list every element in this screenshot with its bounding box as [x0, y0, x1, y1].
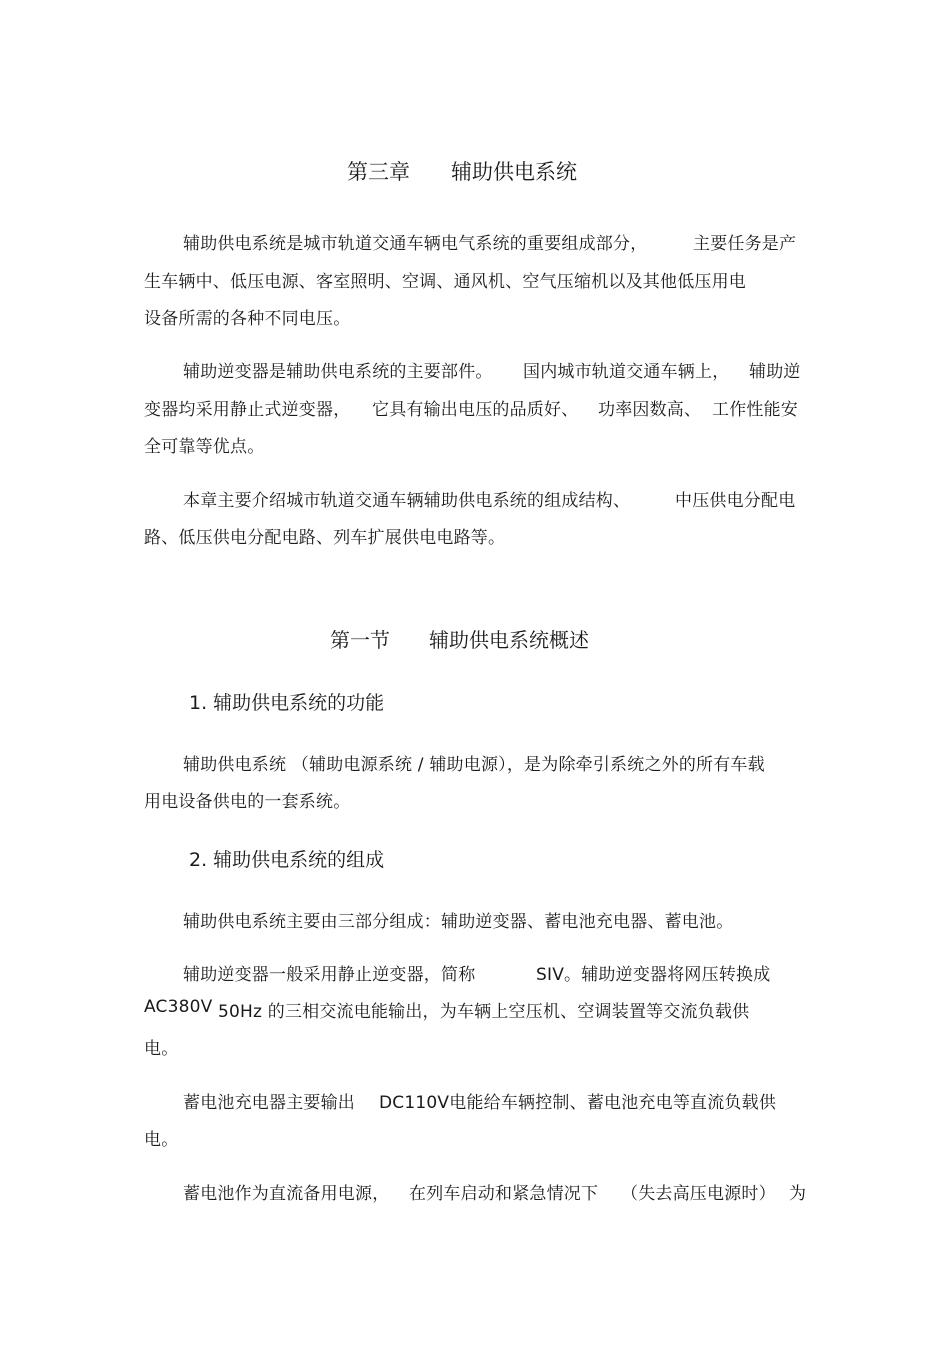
sub1-line1: 辅助供电系统 （辅助电源系统 / 辅助电源），是为除牵引系统之外的所有车载 [183, 755, 765, 775]
sub2-p2-line1b: SIV。辅助逆变器将网压转换成 [536, 965, 771, 985]
intro-p3-line1b: 中压供电分配电 [675, 491, 796, 511]
sub2-p2-line2a: AC380V [144, 997, 213, 1017]
sub1-line2: 用电设备供电的一套系统。 [144, 792, 351, 812]
sub2-p4-line1a: 蓄电池作为直流备用电源， [183, 1184, 390, 1204]
sub2-p4-line1c: （失去高压电源时） [621, 1184, 776, 1204]
intro-p2-line3: 全可靠等优点。 [144, 437, 265, 457]
sub2-p1: 辅助供电系统主要由三部分组成：辅助逆变器、蓄电池充电器、蓄电池。 [183, 912, 734, 932]
sub2-p4-line1b: 在列车启动和紧急情况下 [409, 1184, 599, 1204]
section-title: 辅助供电系统概述 [429, 628, 589, 652]
sub2-p3-line2: 电。 [144, 1130, 179, 1150]
intro-p1-line2: 生车辆中、低压电源、客室照明、空调、通风机、空气压缩机以及其他低压用电 [144, 272, 746, 292]
intro-p1-line1b: 主要任务是产 [693, 234, 797, 254]
intro-p2-line1a: 辅助逆变器是辅助供电系统的主要部件。 [183, 362, 493, 382]
intro-p2-line1b: 国内城市轨道交通车辆上， [523, 362, 730, 382]
sub2-p2-line1a: 辅助逆变器一般采用静止逆变器，简称 [183, 965, 476, 985]
intro-p2-line2c: 功率因数高、 [598, 400, 702, 420]
intro-p2-line2a: 变器均采用静止式逆变器， [144, 400, 351, 420]
intro-p1-line3: 设备所需的各种不同电压。 [144, 309, 351, 329]
section-title-label: 第一节 [330, 628, 390, 652]
intro-p1-line1a: 辅助供电系统是城市轨道交通车辆电气系统的重要组成部分， [183, 234, 648, 254]
sub2-p3-line1b: DC110V电能给车辆控制、蓄电池充电等直流负载供 [379, 1093, 777, 1113]
intro-p3-line1a: 本章主要介绍城市轨道交通车辆辅助供电系统的组成结构、 [183, 491, 631, 511]
sub2-p3-line1a: 蓄电池充电器主要输出 [183, 1093, 355, 1113]
intro-p2-line1c: 辅助逆 [749, 362, 801, 382]
sub2-p4-line1d: 为 [789, 1184, 807, 1204]
sub2-p2-line2b: 50Hz 的三相交流电能输出，为车辆上空压机、空调装置等交流负载供 [218, 1002, 750, 1022]
intro-p2-line2b: 它具有输出电压的品质好、 [372, 400, 579, 420]
chapter-title-label: 第三章 [347, 160, 410, 184]
intro-p3-line2: 路、低压供电分配电路、列车扩展供电电路等。 [144, 528, 506, 548]
subsection-2-heading: 2. 辅助供电系统的组成 [189, 849, 385, 871]
subsection-1-heading: 1. 辅助供电系统的功能 [189, 692, 385, 714]
chapter-title: 辅助供电系统 [451, 160, 577, 184]
intro-p2-line2d: 工作性能安 [712, 400, 798, 420]
sub2-p2-line3: 电。 [144, 1039, 179, 1059]
